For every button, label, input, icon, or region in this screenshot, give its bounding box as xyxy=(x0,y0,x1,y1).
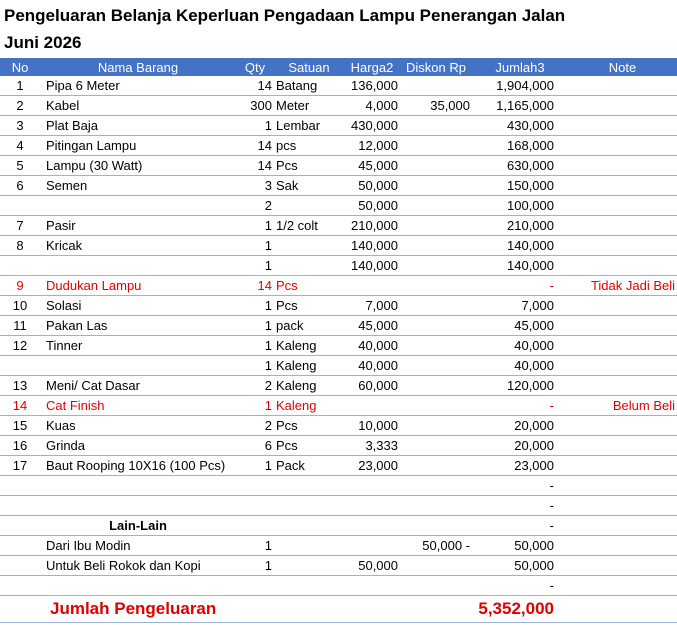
cell-qty[interactable]: 6 xyxy=(236,436,274,456)
table-row xyxy=(0,76,677,96)
cell-no[interactable] xyxy=(0,536,40,556)
cell-satuan[interactable] xyxy=(274,516,344,536)
table-header-row xyxy=(0,58,677,76)
cell-nama-barang[interactable]: Lampu (30 Watt) xyxy=(40,156,236,176)
cell-harga[interactable]: 136,000 xyxy=(344,76,400,96)
cell-jumlah[interactable]: 100,000 xyxy=(472,196,568,216)
cell-qty[interactable]: 1 xyxy=(236,456,274,476)
table-row xyxy=(0,116,677,136)
cell-nama-barang[interactable]: Untuk Beli Rokok dan Kopi xyxy=(40,556,236,576)
cell-note[interactable] xyxy=(568,176,677,196)
cell-jumlah[interactable]: 7,000 xyxy=(472,296,568,316)
cell-nama-barang[interactable]: Kuas xyxy=(40,416,236,436)
cell-harga[interactable]: 40,000 xyxy=(344,336,400,356)
cell-diskon[interactable]: 50,000 - xyxy=(400,536,472,556)
cell-qty[interactable]: 1 xyxy=(236,536,274,556)
cell-note[interactable] xyxy=(568,96,677,116)
sheet-title: Pengeluaran Belanja Keperluan Pengadaan Lampu Penerangan Jalan xyxy=(4,6,566,25)
cell-diskon[interactable] xyxy=(400,416,472,436)
cell-jumlah[interactable]: 50,000 xyxy=(472,536,568,556)
cell-note[interactable] xyxy=(568,576,677,596)
cell-harga[interactable]: 140,000 xyxy=(344,236,400,256)
cell-qty[interactable]: 1 xyxy=(236,336,274,356)
cell-satuan[interactable]: pack xyxy=(274,316,344,336)
cell-harga[interactable]: 45,000 xyxy=(344,156,400,176)
cell-diskon[interactable] xyxy=(400,496,472,516)
cell-jumlah[interactable]: 430,000 xyxy=(472,116,568,136)
cell-jumlah[interactable]: 168,000 xyxy=(472,136,568,156)
cell-no[interactable] xyxy=(0,476,40,496)
cell-diskon[interactable] xyxy=(400,116,472,136)
cell-no[interactable] xyxy=(0,356,40,376)
cell-satuan[interactable] xyxy=(274,256,344,276)
cell-jumlah[interactable]: 120,000 xyxy=(472,376,568,396)
cell-nama-barang[interactable]: Plat Baja xyxy=(40,116,236,136)
cell-diskon[interactable] xyxy=(400,196,472,216)
table-row xyxy=(0,176,677,196)
cell-qty[interactable]: 1 xyxy=(236,356,274,376)
cell-nama-barang[interactable]: Cat Finish xyxy=(40,396,236,416)
cell-satuan[interactable]: Pack xyxy=(274,456,344,476)
cell-qty[interactable]: 1 xyxy=(236,316,274,336)
cell-no[interactable] xyxy=(0,496,40,516)
cell-qty[interactable]: 3 xyxy=(236,176,274,196)
cell-no[interactable]: 11 xyxy=(0,316,40,336)
cell-no[interactable]: 13 xyxy=(0,376,40,396)
cell-no[interactable]: 2 xyxy=(0,96,40,116)
cell-qty[interactable]: 1 xyxy=(236,116,274,136)
cell-note[interactable] xyxy=(568,456,677,476)
cell-nama-barang[interactable] xyxy=(40,496,236,516)
cell-note[interactable] xyxy=(568,316,677,336)
table-row xyxy=(0,536,677,556)
cell-satuan[interactable]: Kaleng xyxy=(274,336,344,356)
cell-no[interactable]: 6 xyxy=(0,176,40,196)
cell-harga[interactable] xyxy=(344,396,400,416)
table-row xyxy=(0,136,677,156)
cell-jumlah[interactable]: 23,000 xyxy=(472,456,568,476)
cell-diskon[interactable] xyxy=(400,76,472,96)
cell-note[interactable] xyxy=(568,116,677,136)
cell-nama-barang[interactable]: Baut Rooping 10X16 (100 Pcs) xyxy=(40,456,236,476)
cell-nama-barang[interactable]: Dari Ibu Modin xyxy=(40,536,236,556)
cell-qty[interactable]: 14 xyxy=(236,136,274,156)
cell-diskon[interactable] xyxy=(400,556,472,576)
table-row xyxy=(0,416,677,436)
cell-harga[interactable]: 140,000 xyxy=(344,256,400,276)
cell-qty[interactable]: 2 xyxy=(236,416,274,436)
cell-harga[interactable]: 12,000 xyxy=(344,136,400,156)
cell-qty[interactable] xyxy=(236,496,274,516)
expense-table xyxy=(0,58,677,623)
cell-no[interactable]: 4 xyxy=(0,136,40,156)
cell-harga[interactable]: 50,000 xyxy=(344,176,400,196)
cell-jumlah[interactable]: 50,000 xyxy=(472,556,568,576)
header-satuan[interactable]: Satuan xyxy=(274,58,344,76)
cell-harga[interactable]: 4,000 xyxy=(344,96,400,116)
total-row xyxy=(0,596,677,623)
cell-note[interactable] xyxy=(568,256,677,276)
cell-jumlah[interactable]: 150,000 xyxy=(472,176,568,196)
cell-nama-barang[interactable]: Pakan Las xyxy=(40,316,236,336)
cell-no[interactable] xyxy=(0,516,40,536)
table-row xyxy=(0,296,677,316)
cell-nama-barang[interactable] xyxy=(40,476,236,496)
cell-nama-barang[interactable]: Pitingan Lampu xyxy=(40,136,236,156)
cell-jumlah[interactable]: - xyxy=(472,476,568,496)
cell-note[interactable]: Belum Beli xyxy=(568,396,677,416)
sheet-subtitle-date: Juni 2026 xyxy=(4,33,82,52)
cell-diskon[interactable] xyxy=(400,516,472,536)
cell-harga[interactable]: 60,000 xyxy=(344,376,400,396)
cell-harga[interactable] xyxy=(344,536,400,556)
cell-jumlah[interactable]: - xyxy=(472,516,568,536)
cell-jumlah[interactable]: 1,165,000 xyxy=(472,96,568,116)
cell-satuan[interactable]: Batang xyxy=(274,76,344,96)
cell-satuan[interactable]: 1/2 colt xyxy=(274,216,344,236)
cell-jumlah[interactable]: - xyxy=(472,276,568,296)
cell-diskon[interactable] xyxy=(400,216,472,236)
cell-qty[interactable]: 1 xyxy=(236,236,274,256)
cell-satuan[interactable]: Meter xyxy=(274,96,344,116)
header-nama-barang[interactable]: Nama Barang xyxy=(40,58,236,76)
cell-diskon[interactable] xyxy=(400,156,472,176)
table-row xyxy=(0,256,677,276)
cell-note[interactable] xyxy=(568,336,677,356)
cell-jumlah[interactable]: 20,000 xyxy=(472,416,568,436)
cell-no[interactable] xyxy=(0,556,40,576)
cell-harga[interactable]: 10,000 xyxy=(344,416,400,436)
cell-qty[interactable]: 2 xyxy=(236,196,274,216)
cell-nama-barang[interactable]: Kabel xyxy=(40,96,236,116)
cell-note[interactable] xyxy=(568,356,677,376)
cell-satuan[interactable]: Lembar xyxy=(274,116,344,136)
cell-no[interactable]: 12 xyxy=(0,336,40,356)
cell-diskon[interactable] xyxy=(400,436,472,456)
header-harga[interactable]: Harga2 xyxy=(344,58,400,76)
cell-satuan[interactable]: pcs xyxy=(274,136,344,156)
cell-qty[interactable]: 1 xyxy=(236,256,274,276)
cell-nama-barang[interactable]: Solasi xyxy=(40,296,236,316)
cell-note[interactable] xyxy=(568,296,677,316)
table-row xyxy=(0,376,677,396)
table-row xyxy=(0,96,677,116)
cell-satuan[interactable] xyxy=(274,236,344,256)
cell-nama-barang[interactable] xyxy=(40,196,236,216)
cell-no[interactable]: 9 xyxy=(0,276,40,296)
cell-note[interactable] xyxy=(568,236,677,256)
cell-no[interactable] xyxy=(0,576,40,596)
cell-jumlah[interactable]: - xyxy=(472,496,568,516)
cell-note[interactable] xyxy=(568,556,677,576)
cell-satuan[interactable] xyxy=(274,476,344,496)
cell-qty[interactable] xyxy=(236,476,274,496)
table-row xyxy=(0,216,677,236)
cell-qty[interactable]: 1 xyxy=(236,296,274,316)
cell-diskon[interactable] xyxy=(400,376,472,396)
table-row xyxy=(0,436,677,456)
cell-no[interactable]: 15 xyxy=(0,416,40,436)
cell-note[interactable] xyxy=(568,156,677,176)
cell-no[interactable]: 14 xyxy=(0,396,40,416)
cell-diskon[interactable] xyxy=(400,356,472,376)
cell-satuan[interactable] xyxy=(274,496,344,516)
cell-harga[interactable] xyxy=(344,476,400,496)
cell-harga[interactable]: 3,333 xyxy=(344,436,400,456)
cell-qty[interactable]: 14 xyxy=(236,276,274,296)
cell-diskon[interactable] xyxy=(400,396,472,416)
cell-harga[interactable]: 23,000 xyxy=(344,456,400,476)
table-row xyxy=(0,236,677,256)
cell-qty[interactable]: 14 xyxy=(236,156,274,176)
cell-satuan[interactable] xyxy=(274,576,344,596)
total-value[interactable]: 5,352,000 xyxy=(472,596,568,623)
cell-diskon[interactable] xyxy=(400,296,472,316)
cell-diskon[interactable] xyxy=(400,336,472,356)
cell-qty[interactable] xyxy=(236,516,274,536)
cell-qty[interactable]: 1 xyxy=(236,556,274,576)
cell-no[interactable]: 7 xyxy=(0,216,40,236)
header-note[interactable]: Note xyxy=(568,58,677,76)
cell-diskon[interactable] xyxy=(400,456,472,476)
cell-nama-barang[interactable]: Tinner xyxy=(40,336,236,356)
table-row xyxy=(0,336,677,356)
cell-jumlah[interactable]: 40,000 xyxy=(472,336,568,356)
cell-qty[interactable]: 1 xyxy=(236,396,274,416)
cell-note[interactable] xyxy=(568,76,677,96)
cell-harga[interactable]: 7,000 xyxy=(344,296,400,316)
cell-no[interactable]: 17 xyxy=(0,456,40,476)
cell-note[interactable] xyxy=(568,516,677,536)
cell-jumlah[interactable]: 140,000 xyxy=(472,256,568,276)
cell-note[interactable] xyxy=(568,216,677,236)
cell-harga[interactable]: 50,000 xyxy=(344,556,400,576)
cell-jumlah[interactable]: - xyxy=(472,576,568,596)
cell-diskon[interactable] xyxy=(400,576,472,596)
cell-diskon[interactable] xyxy=(400,176,472,196)
cell-jumlah[interactable]: 1,904,000 xyxy=(472,76,568,96)
cell-diskon[interactable] xyxy=(400,276,472,296)
table-row xyxy=(0,276,677,296)
cell-harga[interactable] xyxy=(344,276,400,296)
cell-harga[interactable]: 40,000 xyxy=(344,356,400,376)
table-row xyxy=(0,496,677,516)
cell-diskon[interactable] xyxy=(400,316,472,336)
table-row xyxy=(0,516,677,536)
header-no[interactable]: No xyxy=(0,58,40,76)
cell-note[interactable]: Tidak Jadi Beli xyxy=(568,276,677,296)
cell-no[interactable]: 5 xyxy=(0,156,40,176)
cell-qty[interactable]: 300 xyxy=(236,96,274,116)
cell-nama-barang[interactable] xyxy=(40,576,236,596)
table-row xyxy=(0,576,677,596)
table-row xyxy=(0,456,677,476)
cell-harga[interactable]: 210,000 xyxy=(344,216,400,236)
cell-note[interactable] xyxy=(568,476,677,496)
cell-nama-barang[interactable]: Pasir xyxy=(40,216,236,236)
cell-satuan[interactable]: Pcs xyxy=(274,416,344,436)
cell-note[interactable] xyxy=(568,496,677,516)
table-row xyxy=(0,196,677,216)
cell-no[interactable]: 1 xyxy=(0,76,40,96)
table-row xyxy=(0,556,677,576)
cell-jumlah[interactable]: 20,000 xyxy=(472,436,568,456)
cell-qty[interactable]: 14 xyxy=(236,76,274,96)
table-row xyxy=(0,316,677,336)
cell-satuan[interactable] xyxy=(274,196,344,216)
cell-satuan[interactable] xyxy=(274,536,344,556)
cell-jumlah[interactable]: - xyxy=(472,396,568,416)
cell-diskon[interactable] xyxy=(400,236,472,256)
cell-note[interactable] xyxy=(568,376,677,396)
cell-note[interactable] xyxy=(568,196,677,216)
cell-harga[interactable] xyxy=(344,576,400,596)
cell-harga[interactable]: 45,000 xyxy=(344,316,400,336)
cell-harga[interactable] xyxy=(344,496,400,516)
cell-note[interactable] xyxy=(568,436,677,456)
table-row xyxy=(0,356,677,376)
cell-nama-barang[interactable]: Meni/ Cat Dasar xyxy=(40,376,236,396)
cell-no[interactable]: 10 xyxy=(0,296,40,316)
cell-jumlah[interactable]: 45,000 xyxy=(472,316,568,336)
total-label[interactable]: Jumlah Pengeluaran xyxy=(0,596,274,623)
cell-jumlah[interactable]: 40,000 xyxy=(472,356,568,376)
table-row xyxy=(0,156,677,176)
cell-satuan[interactable]: Pcs xyxy=(274,296,344,316)
cell-diskon[interactable] xyxy=(400,256,472,276)
cell-qty[interactable] xyxy=(236,576,274,596)
cell-nama-barang[interactable] xyxy=(40,356,236,376)
cell-diskon[interactable] xyxy=(400,136,472,156)
cell-qty[interactable]: 2 xyxy=(236,376,274,396)
cell-nama-barang[interactable]: Kricak xyxy=(40,236,236,256)
cell-harga[interactable]: 430,000 xyxy=(344,116,400,136)
cell-note[interactable] xyxy=(568,536,677,556)
cell-note[interactable] xyxy=(568,416,677,436)
cell-nama-barang[interactable]: Pipa 6 Meter xyxy=(40,76,236,96)
cell-nama-barang[interactable]: Dudukan Lampu xyxy=(40,276,236,296)
cell-no[interactable]: 8 xyxy=(0,236,40,256)
cell-satuan[interactable]: Kaleng xyxy=(274,396,344,416)
cell-satuan[interactable]: Kaleng xyxy=(274,356,344,376)
header-diskon[interactable]: Diskon Rp xyxy=(400,58,472,76)
cell-satuan[interactable]: Pcs xyxy=(274,436,344,456)
cell-nama-barang[interactable] xyxy=(40,256,236,276)
header-qty[interactable]: Qty xyxy=(236,58,274,76)
cell-no[interactable] xyxy=(0,256,40,276)
cell-no[interactable]: 3 xyxy=(0,116,40,136)
cell-satuan[interactable] xyxy=(274,556,344,576)
cell-satuan[interactable]: Kaleng xyxy=(274,376,344,396)
cell-jumlah[interactable]: 630,000 xyxy=(472,156,568,176)
cell-harga[interactable]: 50,000 xyxy=(344,196,400,216)
cell-satuan[interactable]: Sak xyxy=(274,176,344,196)
cell-diskon[interactable] xyxy=(400,476,472,496)
cell-no[interactable]: 16 xyxy=(0,436,40,456)
table-row xyxy=(0,396,677,416)
header-jumlah[interactable]: Jumlah3 xyxy=(472,58,568,76)
cell-satuan[interactable]: Pcs xyxy=(274,156,344,176)
cell-nama-barang[interactable]: Lain-Lain xyxy=(40,516,236,536)
cell-nama-barang[interactable]: Grinda xyxy=(40,436,236,456)
table-row xyxy=(0,476,677,496)
cell-note[interactable] xyxy=(568,136,677,156)
cell-nama-barang[interactable]: Semen xyxy=(40,176,236,196)
cell-no[interactable] xyxy=(0,196,40,216)
cell-diskon[interactable]: 35,000 xyxy=(400,96,472,116)
cell-satuan[interactable]: Pcs xyxy=(274,276,344,296)
cell-jumlah[interactable]: 210,000 xyxy=(472,216,568,236)
cell-jumlah[interactable]: 140,000 xyxy=(472,236,568,256)
cell-harga[interactable] xyxy=(344,516,400,536)
cell-qty[interactable]: 1 xyxy=(236,216,274,236)
